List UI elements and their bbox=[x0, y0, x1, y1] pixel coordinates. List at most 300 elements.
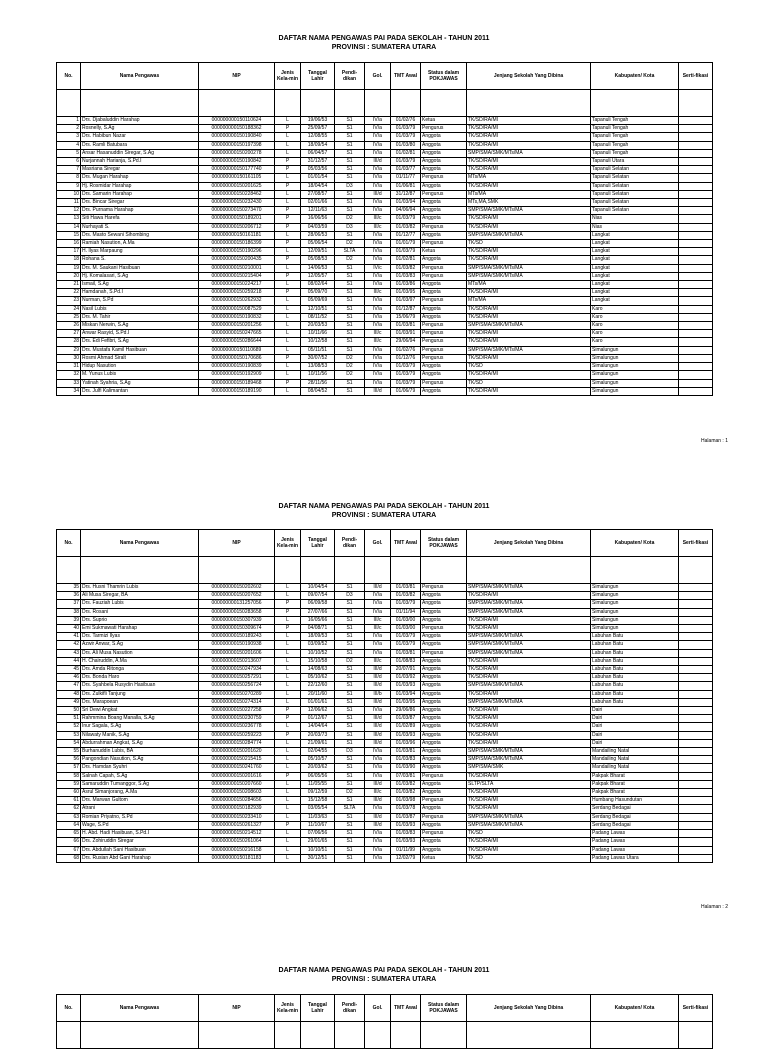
column-header-grade: Gol. bbox=[365, 530, 391, 557]
cell-gender: L bbox=[275, 649, 301, 657]
table-row bbox=[57, 772, 713, 780]
cell-tmt: 01/01/79 bbox=[391, 240, 421, 248]
page-1-title: DAFTAR NAMA PENGAWAS PAI PADA SEKOLAH - TAHUN 2011 bbox=[278, 35, 490, 42]
cell-status: Anggota bbox=[421, 166, 467, 174]
cell-nip: 000000000150247665 bbox=[199, 330, 275, 338]
cell-status: Ketua bbox=[421, 248, 467, 256]
cell-tmt: 01/03/82 bbox=[391, 780, 421, 788]
cell-name: Yatinah Syahria, S.Ag bbox=[81, 379, 199, 387]
cell-education: S1 bbox=[335, 297, 365, 305]
cell-education: S1 bbox=[335, 682, 365, 690]
cell-gender: L bbox=[275, 346, 301, 354]
cell-district: Tapanuli Selatan bbox=[591, 207, 679, 215]
cell-name: Romian Priyatno, S.Pd bbox=[81, 813, 199, 821]
cell-status: Anggota bbox=[421, 715, 467, 723]
cell-gender: P bbox=[275, 625, 301, 633]
cell-certification bbox=[679, 231, 713, 239]
cell-tmt: 01/03/95 bbox=[391, 289, 421, 297]
table-row bbox=[57, 207, 713, 215]
cell-certification bbox=[679, 281, 713, 289]
cell-tmt: 04/06/94 bbox=[391, 207, 421, 215]
column-header-status: Status dalam POKJAWAS bbox=[421, 530, 467, 557]
cell-birth-date: 05/11/51 bbox=[301, 346, 335, 354]
cell-nip: 000000000150233410 bbox=[199, 813, 275, 821]
cell-no: 64 bbox=[57, 821, 81, 829]
cell-status: Pengurus bbox=[421, 830, 467, 838]
cell-grade: IV/a bbox=[365, 379, 391, 387]
cell-tmt: 01/12/77 bbox=[391, 231, 421, 239]
column-header-tmt: TMT Awal bbox=[391, 995, 421, 1022]
table-row bbox=[57, 625, 713, 633]
cell-nip: 000000000150190842 bbox=[199, 158, 275, 166]
table-row bbox=[57, 199, 713, 207]
cell-gender: L bbox=[275, 846, 301, 854]
cell-name: Drs. Suprio bbox=[81, 616, 199, 624]
cell-gender: P bbox=[275, 707, 301, 715]
cell-certification bbox=[679, 625, 713, 633]
cell-tmt: 01/03/86 bbox=[391, 281, 421, 289]
cell-district: Simalungun bbox=[591, 363, 679, 371]
cell-district: Pakpak Bharat bbox=[591, 772, 679, 780]
cell-district: Tapanuli Tengah bbox=[591, 141, 679, 149]
cell-district: Simalungun bbox=[591, 371, 679, 379]
cell-district: Labuhan Batu bbox=[591, 641, 679, 649]
cell-school-level: TK/SD/RA/MI bbox=[467, 838, 591, 846]
cell-certification bbox=[679, 166, 713, 174]
cell-certification bbox=[679, 838, 713, 846]
cell-grade: IV/a bbox=[365, 231, 391, 239]
cell-nip: 000000000150201620 bbox=[199, 748, 275, 756]
cell-certification bbox=[679, 830, 713, 838]
cell-no: 65 bbox=[57, 830, 81, 838]
cell-status: Pengurus bbox=[421, 346, 467, 354]
cell-school-level: TK/SD/RA/MI bbox=[467, 133, 591, 141]
supervisor-table-page-3 bbox=[56, 994, 713, 1049]
cell-birth-date: 02/01/66 bbox=[301, 199, 335, 207]
cell-nip: 000000000150200278 bbox=[199, 149, 275, 157]
cell-district: Langkat bbox=[591, 289, 679, 297]
cell-gender: L bbox=[275, 248, 301, 256]
table-row bbox=[57, 813, 713, 821]
cell-school-level: SMP/SMA/SMK/MTs/MA bbox=[467, 641, 591, 649]
cell-no: 55 bbox=[57, 748, 81, 756]
cell-nip: 000000000150190938 bbox=[199, 641, 275, 649]
column-header-birth-date: Tanggal Lahir bbox=[301, 995, 335, 1022]
cell-education: D2 bbox=[335, 789, 365, 797]
cell-district: Langkat bbox=[591, 248, 679, 256]
cell-nip: 000000000150087529 bbox=[199, 305, 275, 313]
table-row bbox=[57, 297, 713, 305]
page-1-number: Halaman : 1 bbox=[701, 438, 728, 444]
cell-no: 31 bbox=[57, 363, 81, 371]
cell-tmt: 01/02/81 bbox=[391, 256, 421, 264]
cell-district: Simalungun bbox=[591, 387, 679, 395]
cell-grade: III/d bbox=[365, 813, 391, 821]
cell-district: Dairi bbox=[591, 707, 679, 715]
cell-district: Labuhan Batu bbox=[591, 649, 679, 657]
cell-birth-date: 20/03/73 bbox=[301, 731, 335, 739]
cell-gender: L bbox=[275, 756, 301, 764]
cell-status: Anggota bbox=[421, 231, 467, 239]
cell-no: 11 bbox=[57, 199, 81, 207]
cell-education: S1 bbox=[335, 305, 365, 313]
cell-grade: IV/a bbox=[365, 772, 391, 780]
cell-grade: IV/a bbox=[365, 149, 391, 157]
cell-name: Drs. Ramli Batubara bbox=[81, 141, 199, 149]
cell-birth-date: 29/01/65 bbox=[301, 838, 335, 846]
cell-gender: P bbox=[275, 772, 301, 780]
cell-school-level: TK/SD/RA/MI bbox=[467, 674, 591, 682]
table-row bbox=[57, 780, 713, 788]
cell-nip: 000000000150110624 bbox=[199, 117, 275, 125]
cell-name: Asrul Simanjorang, A.Ma bbox=[81, 789, 199, 797]
cell-certification bbox=[679, 289, 713, 297]
cell-birth-date: 20/11/60 bbox=[301, 690, 335, 698]
cell-education: D3 bbox=[335, 748, 365, 756]
cell-district: Tapanuli Tengah bbox=[591, 133, 679, 141]
cell-nip: 000000000150286644 bbox=[199, 338, 275, 346]
cell-grade: III/c bbox=[365, 338, 391, 346]
cell-no: 35 bbox=[57, 584, 81, 592]
cell-nip: 000000000150186399 bbox=[199, 240, 275, 248]
cell-gender: L bbox=[275, 363, 301, 371]
cell-education: S1 bbox=[335, 289, 365, 297]
cell-gender: L bbox=[275, 305, 301, 313]
cell-school-level: SMP/SMA/SMK/MTs/MA bbox=[467, 600, 591, 608]
table-row bbox=[57, 256, 713, 264]
cell-no: 23 bbox=[57, 297, 81, 305]
table-row bbox=[57, 657, 713, 665]
cell-school-level: TK/SD/RA/MI bbox=[467, 772, 591, 780]
cell-status: Anggota bbox=[421, 141, 467, 149]
cell-name: M. Yunus Lubis bbox=[81, 371, 199, 379]
cell-district: Humbang Hasundutan bbox=[591, 797, 679, 805]
header-spacer-row bbox=[57, 1022, 713, 1049]
cell-name: Drs. Abdullah Sani Hasibuan bbox=[81, 846, 199, 854]
cell-status: Anggota bbox=[421, 731, 467, 739]
cell-district: Langkat bbox=[591, 297, 679, 305]
cell-birth-date: 05/03/56 bbox=[301, 166, 335, 174]
cell-grade: III/d bbox=[365, 723, 391, 731]
cell-district: Tapanuli Tengah bbox=[591, 117, 679, 125]
cell-education: S1 bbox=[335, 379, 365, 387]
cell-status: Anggota bbox=[421, 846, 467, 854]
cell-birth-date: 14/06/53 bbox=[301, 264, 335, 272]
cell-school-level: SMP/SMA/SMK/MTs/MA bbox=[467, 682, 591, 690]
table-row bbox=[57, 649, 713, 657]
cell-school-level: SMP/SMA/SMK/MTs/MA bbox=[467, 813, 591, 821]
cell-school-level: TK/SD/RA/MI bbox=[467, 387, 591, 395]
cell-nip: 000000000150177740 bbox=[199, 166, 275, 174]
cell-nip: 000000000150192909 bbox=[199, 371, 275, 379]
cell-tmt: 01/03/81 bbox=[391, 584, 421, 592]
cell-gender: L bbox=[275, 789, 301, 797]
cell-birth-date: 10/10/51 bbox=[301, 846, 335, 854]
cell-grade: IV/a bbox=[365, 174, 391, 182]
cell-grade: III/c bbox=[365, 616, 391, 624]
cell-status: Anggota bbox=[421, 690, 467, 698]
cell-education: S1 bbox=[335, 190, 365, 198]
cell-birth-date: 27/07/66 bbox=[301, 608, 335, 616]
cell-education: S1 bbox=[335, 674, 365, 682]
cell-grade: IV/a bbox=[365, 838, 391, 846]
cell-gender: L bbox=[275, 723, 301, 731]
cell-education: S1 bbox=[335, 207, 365, 215]
cell-education: D2 bbox=[335, 371, 365, 379]
cell-no: 68 bbox=[57, 854, 81, 862]
cell-district: Karo bbox=[591, 305, 679, 313]
cell-no: 49 bbox=[57, 698, 81, 706]
cell-education: D2 bbox=[335, 657, 365, 665]
cell-tmt: 01/03/00 bbox=[391, 616, 421, 624]
cell-nip: 000000000150190832 bbox=[199, 313, 275, 321]
cell-tmt: 01/03/83 bbox=[391, 756, 421, 764]
cell-education: S1 bbox=[335, 166, 365, 174]
cell-birth-date: 10/04/54 bbox=[301, 584, 335, 592]
cell-gender: P bbox=[275, 215, 301, 223]
cell-birth-date: 08/02/64 bbox=[301, 281, 335, 289]
cell-nip: 000000000150170686 bbox=[199, 354, 275, 362]
cell-birth-date: 08/11/52 bbox=[301, 313, 335, 321]
cell-school-level: TK/SD bbox=[467, 830, 591, 838]
cell-tmt: 01/03/79 bbox=[391, 633, 421, 641]
cell-gender: L bbox=[275, 698, 301, 706]
cell-gender: L bbox=[275, 854, 301, 862]
cell-gender: P bbox=[275, 256, 301, 264]
cell-birth-date: 20/03/53 bbox=[301, 322, 335, 330]
cell-nip: 000000000150201625 bbox=[199, 182, 275, 190]
cell-certification bbox=[679, 346, 713, 354]
cell-name: Ramiah Nasution, A.Ma bbox=[81, 240, 199, 248]
cell-name: Drs. Marwan Gultom bbox=[81, 797, 199, 805]
cell-school-level: SMP/SMA/SMK/MTs/MA bbox=[467, 149, 591, 157]
cell-education: S1 bbox=[335, 149, 365, 157]
cell-name: Rosmi Ahmad Siralt bbox=[81, 354, 199, 362]
cell-district: Mandailing Natal bbox=[591, 764, 679, 772]
cell-gender: L bbox=[275, 780, 301, 788]
cell-grade: IV/a bbox=[365, 207, 391, 215]
cell-tmt: 01/03/77 bbox=[391, 166, 421, 174]
cell-birth-date: 10/11/66 bbox=[301, 330, 335, 338]
cell-gender: P bbox=[275, 608, 301, 616]
cell-tmt: 01/03/87 bbox=[391, 813, 421, 821]
cell-no: 62 bbox=[57, 805, 81, 813]
cell-birth-date: 03/05/54 bbox=[301, 805, 335, 813]
cell-certification bbox=[679, 698, 713, 706]
cell-grade: III/d bbox=[365, 190, 391, 198]
table-row bbox=[57, 715, 713, 723]
cell-education: S1 bbox=[335, 666, 365, 674]
cell-gender: L bbox=[275, 174, 301, 182]
cell-district: Tapanuli Selatan bbox=[591, 182, 679, 190]
cell-name: Drs. Djabaluddin Harahap bbox=[81, 117, 199, 125]
cell-status: Anggota bbox=[421, 707, 467, 715]
cell-grade: IV/a bbox=[365, 608, 391, 616]
cell-name: Siti Hawa Harefa bbox=[81, 215, 199, 223]
cell-tmt: 29/06/86 bbox=[391, 707, 421, 715]
cell-district: Mandailing Natal bbox=[591, 756, 679, 764]
cell-certification bbox=[679, 182, 713, 190]
cell-school-level: TK/SD/RA/MI bbox=[467, 141, 591, 149]
cell-district: Tapanuli Selatan bbox=[591, 166, 679, 174]
cell-education: S1 bbox=[335, 272, 365, 280]
cell-tmt: 01/03/82 bbox=[391, 264, 421, 272]
cell-tmt: 01/02/76 bbox=[391, 117, 421, 125]
table-row bbox=[57, 158, 713, 166]
cell-grade: III/d bbox=[365, 674, 391, 682]
cell-grade: IV/a bbox=[365, 707, 391, 715]
cell-grade: IV/a bbox=[365, 166, 391, 174]
cell-tmt: 01/03/81 bbox=[391, 322, 421, 330]
cell-no: 26 bbox=[57, 322, 81, 330]
cell-certification bbox=[679, 199, 713, 207]
cell-gender: L bbox=[275, 584, 301, 592]
cell-tmt: 01/03/79 bbox=[391, 215, 421, 223]
cell-nip: 000000000150259223 bbox=[199, 731, 275, 739]
cell-school-level: TK/SD/RA/MI bbox=[467, 789, 591, 797]
cell-gender: P bbox=[275, 379, 301, 387]
table-row bbox=[57, 731, 713, 739]
cell-district: Pakpak Bharat bbox=[591, 789, 679, 797]
cell-school-level: SMP/SMA/SMK/MTs/MA bbox=[467, 821, 591, 829]
cell-birth-date: 12/06/62 bbox=[301, 707, 335, 715]
cell-name: Miskan Nerwin, S.Ag bbox=[81, 322, 199, 330]
cell-birth-date: 10/10/52 bbox=[301, 649, 335, 657]
table-row bbox=[57, 371, 713, 379]
cell-gender: L bbox=[275, 297, 301, 305]
cell-name: Nurjannah Harianja, S.Pd.I bbox=[81, 158, 199, 166]
cell-nip: 000000000150197398 bbox=[199, 141, 275, 149]
cell-grade: IV/a bbox=[365, 371, 391, 379]
cell-certification bbox=[679, 780, 713, 788]
table-row bbox=[57, 698, 713, 706]
cell-school-level: TK/SD/RA/MI bbox=[467, 625, 591, 633]
column-header-no: No. bbox=[57, 530, 81, 557]
cell-education: S1 bbox=[335, 174, 365, 182]
cell-school-level: TK/SD bbox=[467, 854, 591, 862]
cell-education: S1 bbox=[335, 649, 365, 657]
cell-birth-date: 08/04/52 bbox=[301, 387, 335, 395]
table-row bbox=[57, 125, 713, 133]
cell-district: Nias bbox=[591, 215, 679, 223]
cell-nip: 000000000150232430 bbox=[199, 199, 275, 207]
cell-education: S1 bbox=[335, 772, 365, 780]
cell-nip: 000000000150284656 bbox=[199, 797, 275, 805]
table-row bbox=[57, 584, 713, 592]
cell-certification bbox=[679, 731, 713, 739]
cell-education: S1 bbox=[335, 698, 365, 706]
cell-education: S1 bbox=[335, 739, 365, 747]
table-row bbox=[57, 805, 713, 813]
cell-education: S1 bbox=[335, 731, 365, 739]
cell-district: Labuhan Batu bbox=[591, 666, 679, 674]
cell-grade: IV/a bbox=[365, 305, 391, 313]
cell-grade: III/c bbox=[365, 330, 391, 338]
cell-district: Karo bbox=[591, 322, 679, 330]
cell-grade: IV/a bbox=[365, 854, 391, 862]
cell-tmt: 31/12/87 bbox=[391, 190, 421, 198]
cell-district: Simalungun bbox=[591, 600, 679, 608]
cell-status: Ketua bbox=[421, 854, 467, 862]
cell-nip: 000000000150236778 bbox=[199, 723, 275, 731]
cell-nip: 000000000150200435 bbox=[199, 256, 275, 264]
cell-tmt: 01/03/98 bbox=[391, 797, 421, 805]
supervisor-table-page-2 bbox=[56, 529, 713, 863]
table-row bbox=[57, 838, 713, 846]
column-header-gender: Jenis Kela-min bbox=[275, 63, 301, 90]
cell-birth-date: 11/10/67 bbox=[301, 821, 335, 829]
cell-tmt: 01/03/83 bbox=[391, 272, 421, 280]
cell-education: S1 bbox=[335, 330, 365, 338]
cell-grade: III/b bbox=[365, 690, 391, 698]
cell-status: Anggota bbox=[421, 666, 467, 674]
cell-nip: 000000000150215415 bbox=[199, 756, 275, 764]
cell-district: Dairi bbox=[591, 715, 679, 723]
cell-no: 34 bbox=[57, 387, 81, 395]
cell-certification bbox=[679, 256, 713, 264]
cell-status: Pengurus bbox=[421, 584, 467, 592]
cell-no: 51 bbox=[57, 715, 81, 723]
cell-no: 4 bbox=[57, 141, 81, 149]
cell-birth-date: 31/12/57 bbox=[301, 158, 335, 166]
cell-certification bbox=[679, 797, 713, 805]
cell-certification bbox=[679, 313, 713, 321]
cell-status: Pengurus bbox=[421, 379, 467, 387]
cell-education: S1 bbox=[335, 756, 365, 764]
cell-certification bbox=[679, 379, 713, 387]
cell-school-level: TK/SD/RA/MI bbox=[467, 313, 591, 321]
cell-education: S1 bbox=[335, 313, 365, 321]
cell-no: 15 bbox=[57, 231, 81, 239]
cell-tmt: 01/02/81 bbox=[391, 149, 421, 157]
cell-birth-date: 06/05/56 bbox=[301, 772, 335, 780]
cell-nip: 000000000150261327 bbox=[199, 821, 275, 829]
page-2-title: DAFTAR NAMA PENGAWAS PAI PADA SEKOLAH - TAHUN 2011 bbox=[278, 503, 490, 510]
cell-district: Padang Lawas Utara bbox=[591, 854, 679, 862]
cell-district: Labuhan Batu bbox=[591, 690, 679, 698]
cell-birth-date: 10/11/56 bbox=[301, 371, 335, 379]
cell-tmt: 01/08/83 bbox=[391, 657, 421, 665]
cell-education: S1 bbox=[335, 846, 365, 854]
cell-no: 25 bbox=[57, 313, 81, 321]
cell-school-level: MTs/MA bbox=[467, 174, 591, 182]
cell-name: Nasil Lubis bbox=[81, 305, 199, 313]
table-header-row bbox=[57, 63, 713, 90]
cell-nip: 000000000150161105 bbox=[199, 174, 275, 182]
cell-education: S1 bbox=[335, 830, 365, 838]
cell-tmt: 01/03/94 bbox=[391, 199, 421, 207]
cell-school-level: TK/SD/RA/MI bbox=[467, 723, 591, 731]
cell-grade: III/d bbox=[365, 780, 391, 788]
column-header-birth-date: Tanggal Lahir bbox=[301, 530, 335, 557]
cell-district: Simalungun bbox=[591, 354, 679, 362]
cell-gender: L bbox=[275, 797, 301, 805]
cell-grade: IV/a bbox=[365, 641, 391, 649]
cell-district: Karo bbox=[591, 338, 679, 346]
table-row bbox=[57, 707, 713, 715]
cell-gender: L bbox=[275, 764, 301, 772]
cell-status: Anggota bbox=[421, 723, 467, 731]
cell-no: 27 bbox=[57, 330, 81, 338]
cell-certification bbox=[679, 666, 713, 674]
cell-certification bbox=[679, 117, 713, 125]
cell-grade: III/c bbox=[365, 625, 391, 633]
cell-tmt: 01/03/93 bbox=[391, 731, 421, 739]
cell-nip: 000000000150257291 bbox=[199, 674, 275, 682]
cell-gender: L bbox=[275, 117, 301, 125]
cell-tmt: 01/03/79 bbox=[391, 125, 421, 133]
cell-status: Anggota bbox=[421, 133, 467, 141]
